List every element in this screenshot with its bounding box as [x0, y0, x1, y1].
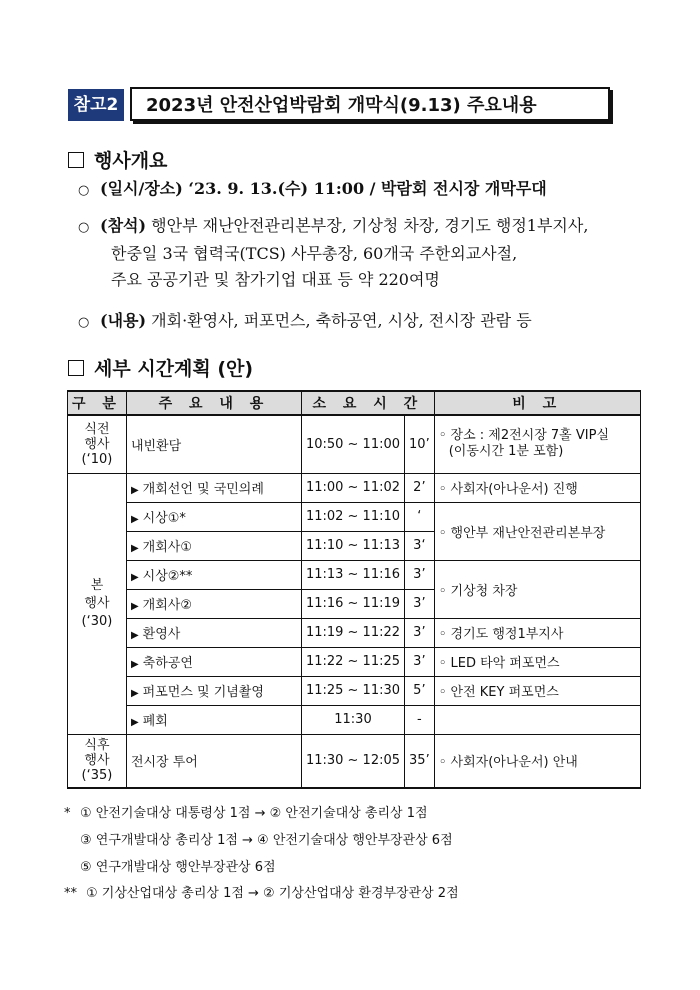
overview-text: 행안부 재난안전관리본부장, 기상청 차장, 경기도 행정1부지사, — [151, 216, 589, 235]
footnote-2 — [64, 880, 684, 907]
square-bullet-icon — [68, 360, 84, 376]
circle-bullet-icon: ○ — [78, 315, 90, 330]
group-label: 식후 — [84, 738, 110, 754]
footnote-line: ③ 연구개발대상 총리상 1점 → ④ 안전기술대상 행안부장관상 6점 — [80, 833, 453, 848]
footnote-line: ① 기상산업대상 총리상 1점 → ② 기상산업대상 환경부장관상 2점 — [86, 886, 459, 901]
row-note — [434, 705, 640, 734]
row-note: ◦ LED 타악 퍼포먼스 — [434, 647, 640, 676]
header-category: 구 분 — [68, 391, 127, 415]
row-note: ◦ 경기도 행정1부지사 — [434, 618, 640, 647]
group-main — [68, 473, 127, 734]
row-duration: ‘ — [405, 502, 435, 531]
table-header-row — [68, 391, 641, 415]
row-duration: 3‘ — [405, 531, 435, 560]
row-note: ◦ 행안부 재난안전관리본부장 — [434, 502, 640, 560]
table-row — [68, 676, 641, 705]
footnote-mark: * — [64, 806, 71, 821]
triangle-right-icon: ▶ — [130, 601, 139, 612]
circle-bullet-icon: ○ — [78, 183, 90, 198]
row-content — [126, 560, 301, 589]
square-bullet-icon — [68, 152, 84, 168]
row-duration: 2’ — [405, 473, 435, 502]
overview-label: (일시/장소) — [100, 179, 183, 198]
header-time: 소 요 시 간 — [301, 391, 434, 415]
triangle-right-icon: ▶ — [130, 543, 139, 554]
group-label: (‘30) — [81, 613, 113, 629]
table-row — [68, 473, 641, 502]
group-label: 행사 — [84, 436, 110, 452]
row-time: 11:10 ~ 11:13 — [301, 531, 404, 560]
group-pre — [68, 415, 127, 473]
overview-text: ‘23. 9. 13.(수) 11:00 / 박람회 전시장 개막무대 — [182, 179, 547, 198]
row-note: ◦ 안전 KEY 퍼포먼스 — [434, 676, 640, 705]
row-content — [126, 676, 301, 705]
section-overview-heading — [68, 146, 167, 173]
row-content-text: 시상①* — [142, 511, 186, 526]
footnote-line: ⑤ 연구개발대상 행안부장관상 6점 — [80, 860, 276, 875]
row-duration: 3’ — [405, 560, 435, 589]
row-duration: - — [405, 705, 435, 734]
schedule-table — [67, 390, 641, 789]
page-title: 2023년 안전산업박람회 개막식(9.13) 주요내용 — [130, 87, 610, 121]
triangle-right-icon: ▶ — [130, 630, 139, 641]
footnote-line: ① 안전기술대상 대통령상 1점 → ② 안전기술대상 총리상 1점 — [80, 806, 428, 821]
group-label: 행사 — [84, 595, 110, 611]
row-note: ◦ 사회자(아나운서) 진행 — [434, 473, 640, 502]
table-row — [68, 560, 641, 589]
row-content-text: 개회선언 및 국민의례 — [142, 482, 264, 497]
row-content: 전시장 투어 — [126, 734, 301, 788]
row-time: 11:19 ~ 11:22 — [301, 618, 404, 647]
row-duration: 3’ — [405, 647, 435, 676]
overview-item-content — [78, 308, 688, 336]
row-duration: 3’ — [405, 618, 435, 647]
row-duration: 5’ — [405, 676, 435, 705]
row-content — [126, 502, 301, 531]
triangle-right-icon: ▶ — [130, 659, 139, 670]
row-time: 11:13 ~ 11:16 — [301, 560, 404, 589]
row-content-text: 폐회 — [142, 714, 168, 729]
row-time: 11:30 ~ 12:05 — [301, 734, 404, 788]
row-content-text: 환영사 — [142, 627, 181, 642]
triangle-right-icon: ▶ — [130, 717, 139, 728]
footnote-1 — [64, 800, 684, 881]
row-content: 내빈환담 — [126, 415, 301, 473]
overview-text: 개회·환영사, 퍼포먼스, 축하공연, 시상, 전시장 관람 등 — [151, 311, 532, 330]
header-content: 주 요 내 용 — [126, 391, 301, 415]
overview-text: 주요 공공기관 및 참가기업 대표 등 약 220여명 — [111, 270, 440, 289]
group-label: 본 — [90, 577, 104, 593]
triangle-right-icon: ▶ — [130, 688, 139, 699]
row-content-text: 축하공연 — [142, 656, 193, 671]
section-heading-text: 세부 시간계획 (안) — [94, 358, 254, 380]
row-time: 11:22 ~ 11:25 — [301, 647, 404, 676]
row-content-text: 시상②** — [142, 569, 193, 584]
row-content — [126, 705, 301, 734]
row-time: 11:25 ~ 11:30 — [301, 676, 404, 705]
row-content-text: 개회사① — [142, 540, 192, 555]
row-content — [126, 531, 301, 560]
row-note — [434, 415, 640, 473]
note-line: ◦ 장소 : 제2전시장 7홀 VIP실 — [438, 428, 610, 444]
row-content-text: 퍼포먼스 및 기념촬영 — [142, 685, 264, 700]
row-content — [126, 618, 301, 647]
row-content-text: 개회사② — [142, 598, 192, 613]
row-time: 11:02 ~ 11:10 — [301, 502, 404, 531]
row-note: ◦ 사회자(아나운서) 안내 — [434, 734, 640, 788]
title-badge: 참고2 — [68, 89, 124, 121]
overview-label: (참석) — [100, 216, 147, 235]
row-content — [126, 589, 301, 618]
table-row — [68, 618, 641, 647]
row-duration: 10’ — [405, 415, 435, 473]
row-duration: 35’ — [405, 734, 435, 788]
table-row — [68, 734, 641, 788]
row-time: 11:30 — [301, 705, 404, 734]
row-content — [126, 647, 301, 676]
group-label: (‘10) — [81, 451, 113, 467]
overview-item-attendees — [78, 213, 688, 293]
row-content — [126, 473, 301, 502]
footnote-mark: ** — [64, 886, 77, 901]
row-time: 11:00 ~ 11:02 — [301, 473, 404, 502]
row-note: ◦ 기상청 차장 — [434, 560, 640, 618]
triangle-right-icon: ▶ — [130, 514, 139, 525]
section-heading-text: 행사개요 — [94, 150, 168, 172]
circle-bullet-icon: ○ — [78, 220, 90, 235]
group-post — [68, 734, 127, 788]
note-line: (이동시간 1분 포함) — [448, 444, 564, 460]
triangle-right-icon: ▶ — [130, 572, 139, 583]
overview-text: 한중일 3국 협력국(TCS) 사무총장, 60개국 주한외교사절, — [111, 244, 518, 263]
section-schedule-heading — [68, 354, 253, 381]
overview-label: (내용) — [100, 311, 147, 330]
table-row — [68, 502, 641, 531]
row-duration: 3’ — [405, 589, 435, 618]
table-row — [68, 415, 641, 473]
overview-item-when — [78, 176, 678, 204]
table-row — [68, 647, 641, 676]
group-label: (‘35) — [81, 768, 113, 784]
triangle-right-icon: ▶ — [130, 485, 139, 496]
table-row — [68, 705, 641, 734]
header-note: 비 고 — [434, 391, 640, 415]
group-label: 식전 — [84, 421, 110, 437]
group-label: 행사 — [84, 753, 110, 769]
row-time: 11:16 ~ 11:19 — [301, 589, 404, 618]
row-time: 10:50 ~ 11:00 — [301, 415, 404, 473]
